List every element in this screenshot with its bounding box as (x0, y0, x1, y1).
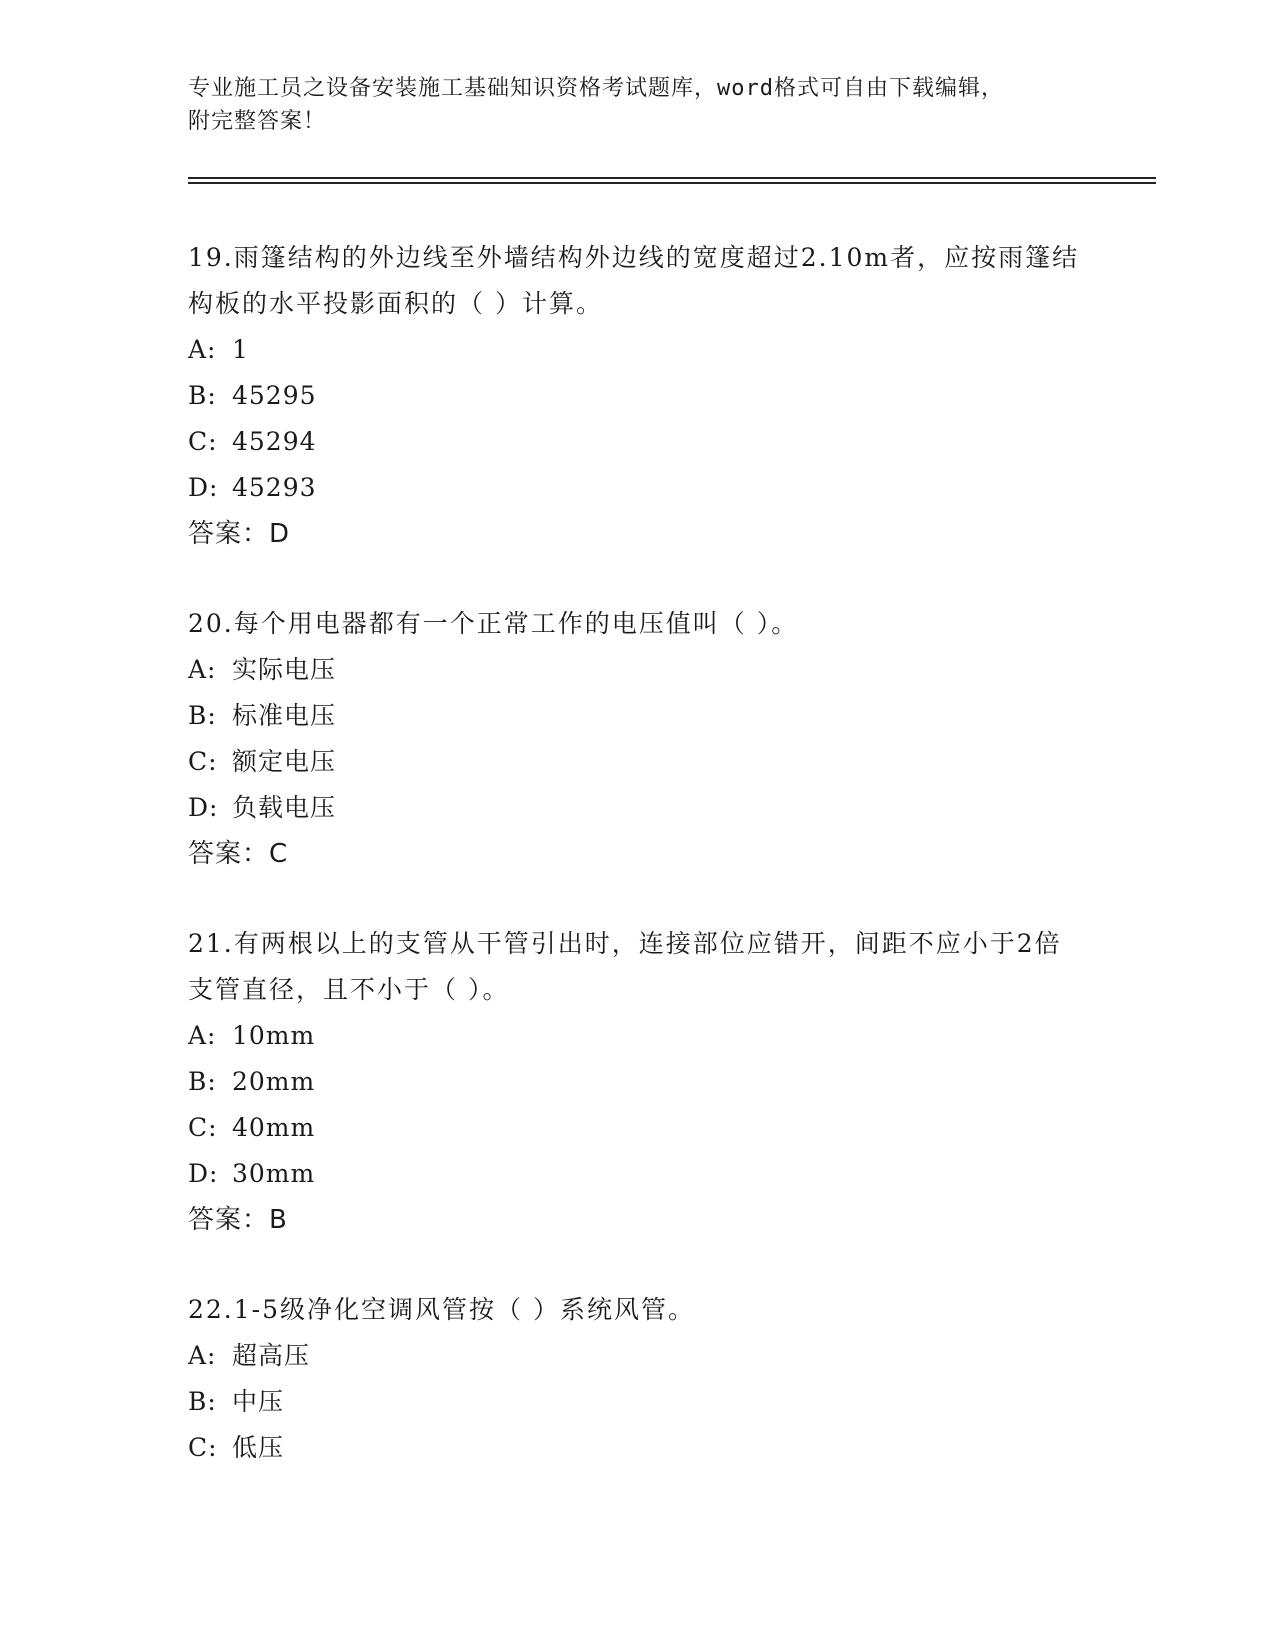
option-b (188, 693, 1088, 739)
option-text: 低压 (232, 1433, 285, 1462)
option-text: 1 (232, 335, 249, 364)
option-a (188, 647, 1088, 693)
question-stem: 20.每个用电器都有一个正常工作的电压值叫（ ）。 (188, 609, 799, 638)
header-line-1: 专业施工员之设备安装施工基础知识资格考试题库，word格式可自由下载编辑， (188, 76, 1004, 101)
answer-line: 答案：C (188, 839, 289, 869)
question-stem: 19.雨篷结构的外边线至外墙结构外边线的宽度超过2.10m者，应按雨篷结构板的水平投影面积的（ ）计算。 (188, 243, 1080, 318)
option-text: 45295 (232, 381, 317, 410)
option-label: C: (188, 427, 218, 456)
option-text: 30mm (232, 1159, 316, 1188)
header-divider-top (188, 177, 1156, 179)
option-b (188, 373, 1088, 419)
question-block (188, 1287, 1088, 1471)
option-label: B: (188, 701, 217, 730)
option-label: B: (188, 381, 217, 410)
option-text: 中压 (232, 1387, 285, 1416)
option-c (188, 419, 1088, 465)
option-text: 实际电压 (232, 655, 337, 684)
option-c (188, 1105, 1088, 1151)
answer-line: 答案：B (188, 1205, 288, 1235)
option-label: C: (188, 1113, 218, 1142)
option-text: 40mm (232, 1113, 316, 1142)
option-label: A: (188, 1021, 217, 1050)
option-text: 45293 (232, 473, 317, 502)
option-label: A: (188, 655, 217, 684)
question-block (188, 921, 1088, 1243)
option-text: 超高压 (232, 1341, 311, 1370)
question-block (188, 601, 1088, 877)
option-text: 标准电压 (232, 701, 337, 730)
option-d (188, 465, 1088, 511)
option-text: 45294 (232, 427, 317, 456)
question-block (188, 235, 1088, 557)
header-divider-bottom (188, 182, 1156, 184)
option-c (188, 1425, 1088, 1471)
option-label: D: (188, 1159, 219, 1188)
option-label: B: (188, 1387, 217, 1416)
option-label: A: (188, 335, 217, 364)
question-stem: 21.有两根以上的支管从干管引出时，连接部位应错开，间距不应小于2倍支管直径，且不小于（ ）。 (188, 929, 1062, 1004)
option-label: C: (188, 1433, 218, 1462)
option-text: 负载电压 (232, 793, 337, 822)
option-text: 额定电压 (232, 747, 337, 776)
option-label: D: (188, 473, 219, 502)
option-text: 20mm (232, 1067, 316, 1096)
option-label: D: (188, 793, 219, 822)
option-b (188, 1379, 1088, 1425)
answer-line: 答案：D (188, 519, 291, 549)
header-line-2: 附完整答案！ (188, 109, 327, 134)
option-d (188, 785, 1088, 831)
option-a (188, 1333, 1088, 1379)
option-b (188, 1059, 1088, 1105)
option-d (188, 1151, 1088, 1197)
option-c (188, 739, 1088, 785)
option-a (188, 1013, 1088, 1059)
option-text: 10mm (232, 1021, 316, 1050)
option-label: C: (188, 747, 218, 776)
question-stem: 22.1-5级净化空调风管按（ ）系统风管。 (188, 1295, 695, 1324)
document-header (188, 72, 1088, 138)
option-label: A: (188, 1341, 217, 1370)
option-a (188, 327, 1088, 373)
option-label: B: (188, 1067, 217, 1096)
